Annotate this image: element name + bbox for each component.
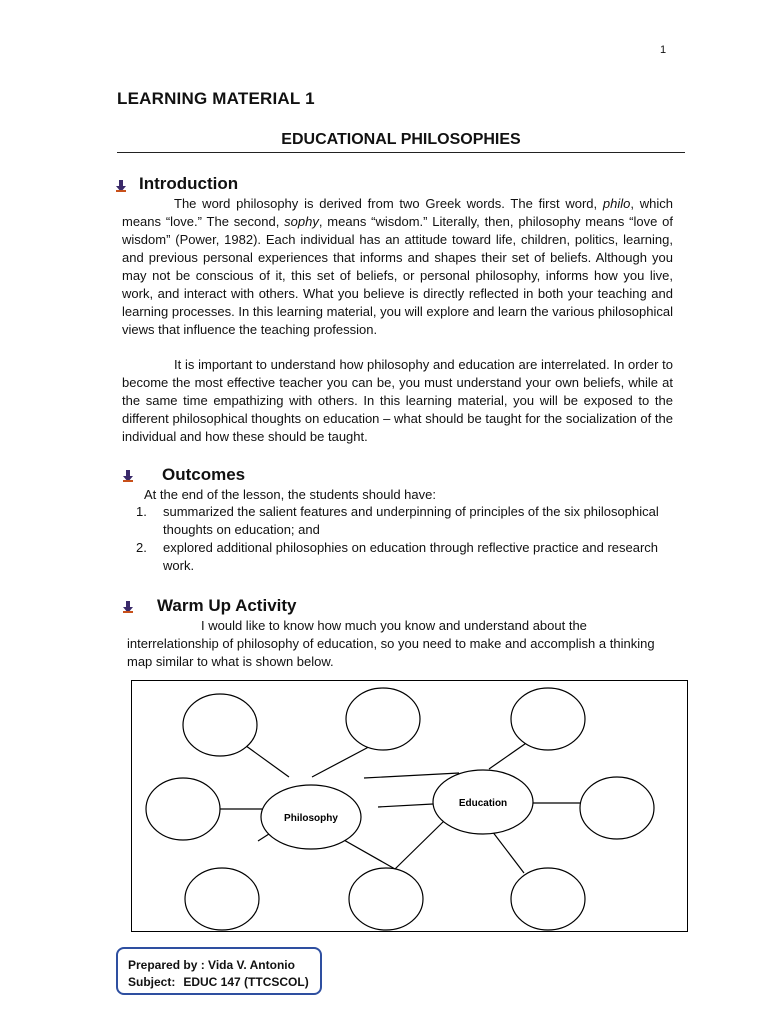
prepared-by-name: Vida V. Antonio [208,958,295,972]
thinking-map-box [131,680,688,932]
connector-line [395,821,444,869]
thinking-map-diagram [132,681,687,931]
subject-line [128,974,320,991]
section-heading-warm-up: Warm Up Activity [157,596,297,615]
blank-node [511,688,585,750]
list-item [136,503,676,539]
section-heading-outcomes: Outcomes [162,465,246,484]
list-item-number: 1. [136,504,147,519]
subject-label: Subject: [128,975,176,989]
credits-box [116,947,322,995]
list-item [136,539,676,575]
list-item-text: explored additional philosophies on education through reflective practice and research work. [163,540,659,573]
warm-up-text-first: I would like to know how much you know and understand about the [201,618,587,633]
intro-text-b: , which means “love.” The second, [122,196,673,229]
blank-node [349,868,423,930]
intro-text-c: , means “wisdom.” Literally, then, philosophy means “love of wisdom” (Power, 1982). Each individual has an attitude toward life, children, politics, learning, and previous personal experiences that informs and shapes their set of beliefs. Although you may not be conscious of it, this set of beliefs, or personal philosophy, informs how you live, work, and interact with others. What you believe is directly reflected in both your teaching and learning processes. In this learning material, you will explore and learn the various philosophical views that influence the teaching profession. [122,214,673,337]
arrow-bullet-icon [123,470,133,482]
blank-node [146,778,220,840]
subject-value: EDUC 147 (TTCSCOL) [183,975,309,989]
intro-text-p2: It is important to understand how philosophy and education are interrelated. In order to become the most effective teacher you can be, you must understand your own beliefs, while at the same time empathizing with others. In this learning material, you will be exposed to the different philosophical thoughts on education – what should be taught for the socialization of the individual and how these should be taught. [122,357,673,444]
page-number: 1 [660,44,667,56]
philosophy-label: Philosophy [284,813,338,824]
title-rule [117,152,685,153]
warm-up-text [127,617,675,671]
arrow-bullet-icon [123,601,133,613]
section-heading-introduction: Introduction [139,174,239,193]
introduction-paragraph-2 [122,356,673,446]
education-label: Education [458,798,508,809]
intro-term-philo: philo [602,196,631,211]
arrow-bullet-icon [116,180,126,192]
intro-term-sophy: sophy [284,214,319,229]
connector-line [378,804,433,807]
blank-node [580,777,654,839]
list-item-text: summarized the salient features and underpinning of principles of the six philosophical thoughts on education; and [163,504,659,537]
prepared-by-label: Prepared by : [128,958,205,972]
blank-node [511,868,585,930]
intro-text-a: The word philosophy is derived from two Greek words. The first word, [174,196,603,211]
list-item-number: 2. [136,540,147,555]
introduction-paragraph-1 [122,195,673,339]
document-title: EDUCATIONAL PHILOSOPHIES [281,131,521,148]
prepared-by-line [128,957,320,974]
outcomes-lead: At the end of the lesson, the students should have: [144,487,436,502]
connector-line [492,831,524,873]
connector-line [242,743,289,777]
blank-node [183,694,257,756]
blank-node [185,868,259,930]
warm-up-text-rest: interrelationship of philosophy of education, so you need to make and accomplish a thinking map similar to what is shown below. [127,636,655,669]
blank-node [346,688,420,750]
document-label: LEARNING MATERIAL 1 [117,89,315,108]
connector-line [364,773,459,778]
outcomes-list [136,503,676,575]
